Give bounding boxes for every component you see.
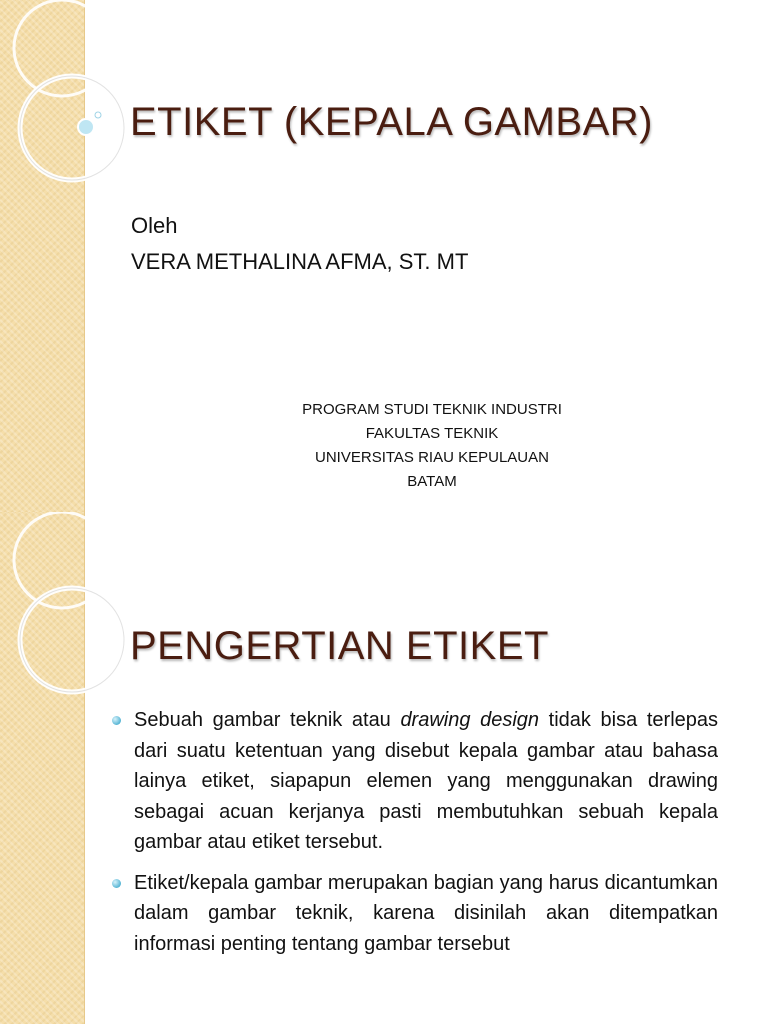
bullet-emphasis: drawing design	[400, 709, 540, 731]
institution-faculty: FAKULTAS TEKNIK	[365, 425, 499, 442]
bullet-text-end: tidak bisa terlepas dari suatu ketentuan yang disebut kepala gambar atau bahasa lainya etiket, siapapun elemen yang menggunakan drawing sebagai acuan kerjanya pasti membutuhkan sebuah kepala gambar atau etiket tersebut.	[134, 709, 719, 853]
institution-university: UNIVERSITAS RIAU KEPULAUAN	[315, 449, 549, 466]
author-name: VERA METHALINA AFMA, ST. MT	[131, 249, 469, 274]
slide-2	[0, 512, 768, 1024]
bullet-dot-icon	[112, 879, 121, 888]
bullet-text-start: Sebuah gambar teknik atau	[134, 709, 401, 731]
slide-title: PENGERTIAN ETIKET	[130, 624, 549, 668]
bullet-item	[110, 868, 718, 960]
author-label: Oleh	[131, 213, 178, 238]
decorative-rings	[0, 0, 140, 260]
institution-block	[200, 398, 664, 494]
slide-title: ETIKET (KEPALA GAMBAR)	[130, 100, 653, 144]
bullet-item	[110, 705, 718, 858]
bullet-list	[110, 705, 718, 969]
institution-city: BATAM	[407, 473, 457, 490]
bullet-text: Etiket/kepala gambar merupakan bagian yang harus dicantumkan dalam gambar teknik, karena disinilah akan ditempatkan informasi penting tentang gambar tersebut	[134, 871, 718, 955]
institution-program: PROGRAM STUDI TEKNIK INDUSTRI	[302, 401, 562, 418]
bullet-dot-icon	[112, 716, 121, 725]
author-block	[131, 208, 468, 280]
